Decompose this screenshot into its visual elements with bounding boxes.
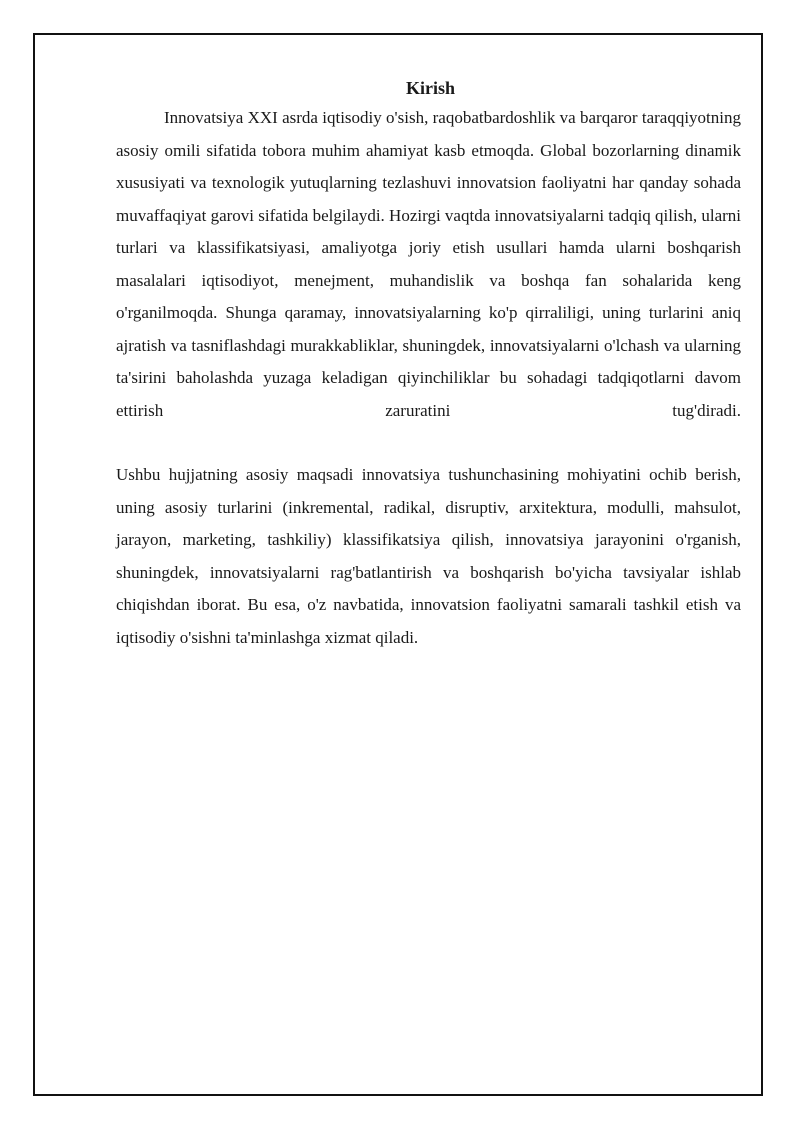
document-body [116, 74, 741, 654]
paragraph-intro: Innovatsiya XXI asrda iqtisodiy o'sish, raqobatbardoshlik va barqaror taraqqiyotning asosiy omili sifatida tobora muhim ahamiyat kasb etmoqda. Global bozorlarning dinamik xususiyati va texnologik yutuqlarning tezlashuvi innovatsion faoliyatni har qanday sohada muvaffaqiyat garovi sifatida belgilaydi. Hozirgi vaqtda innovatsiyalarni tadqiq qilish, ularni turlari va klassifikatsiyasi, amaliyotga joriy etish usullari hamda ularni boshqarish masalalari iqtisodiyot, menejment, muhandislik va boshqa fan sohalarida keng o'rganilmoqda. Shunga qaramay, innovatsiyalarning ko'p qirraliligi, uning turlarini aniq ajratish va tasniflashdagi murakkabliklar, shuningdek, innovatsiyalarni o'lchash va ularning ta'sirini baholashda yuzaga keladigan qiyinchiliklar bu sohadagi tadqiqotlarni davom ettirish zaruratini tug'diradi. [116, 108, 741, 420]
paragraph-purpose: Ushbu hujjatning asosiy maqsadi innovatsiya tushunchasining mohiyatini ochib berish, uning asosiy turlarini (inkremental, radikal, disruptiv, arxitektura, modulli, mahsulot, jarayon, marketing, tashkiliy) klassifikatsiya qilish, innovatsiya jarayonini o'rganish, shuningdek, innovatsiyalarni rag'batlantirish va boshqarish bo'yicha tavsiyalar ishlab chiqishdan iborat. Bu esa, o'z navbatida, innovatsion faoliyatni samarali tashkil etish va iqtisodiy o'sishni ta'minlashga xizmat qiladi. [116, 465, 741, 647]
document-title: Kirish [405, 78, 455, 98]
